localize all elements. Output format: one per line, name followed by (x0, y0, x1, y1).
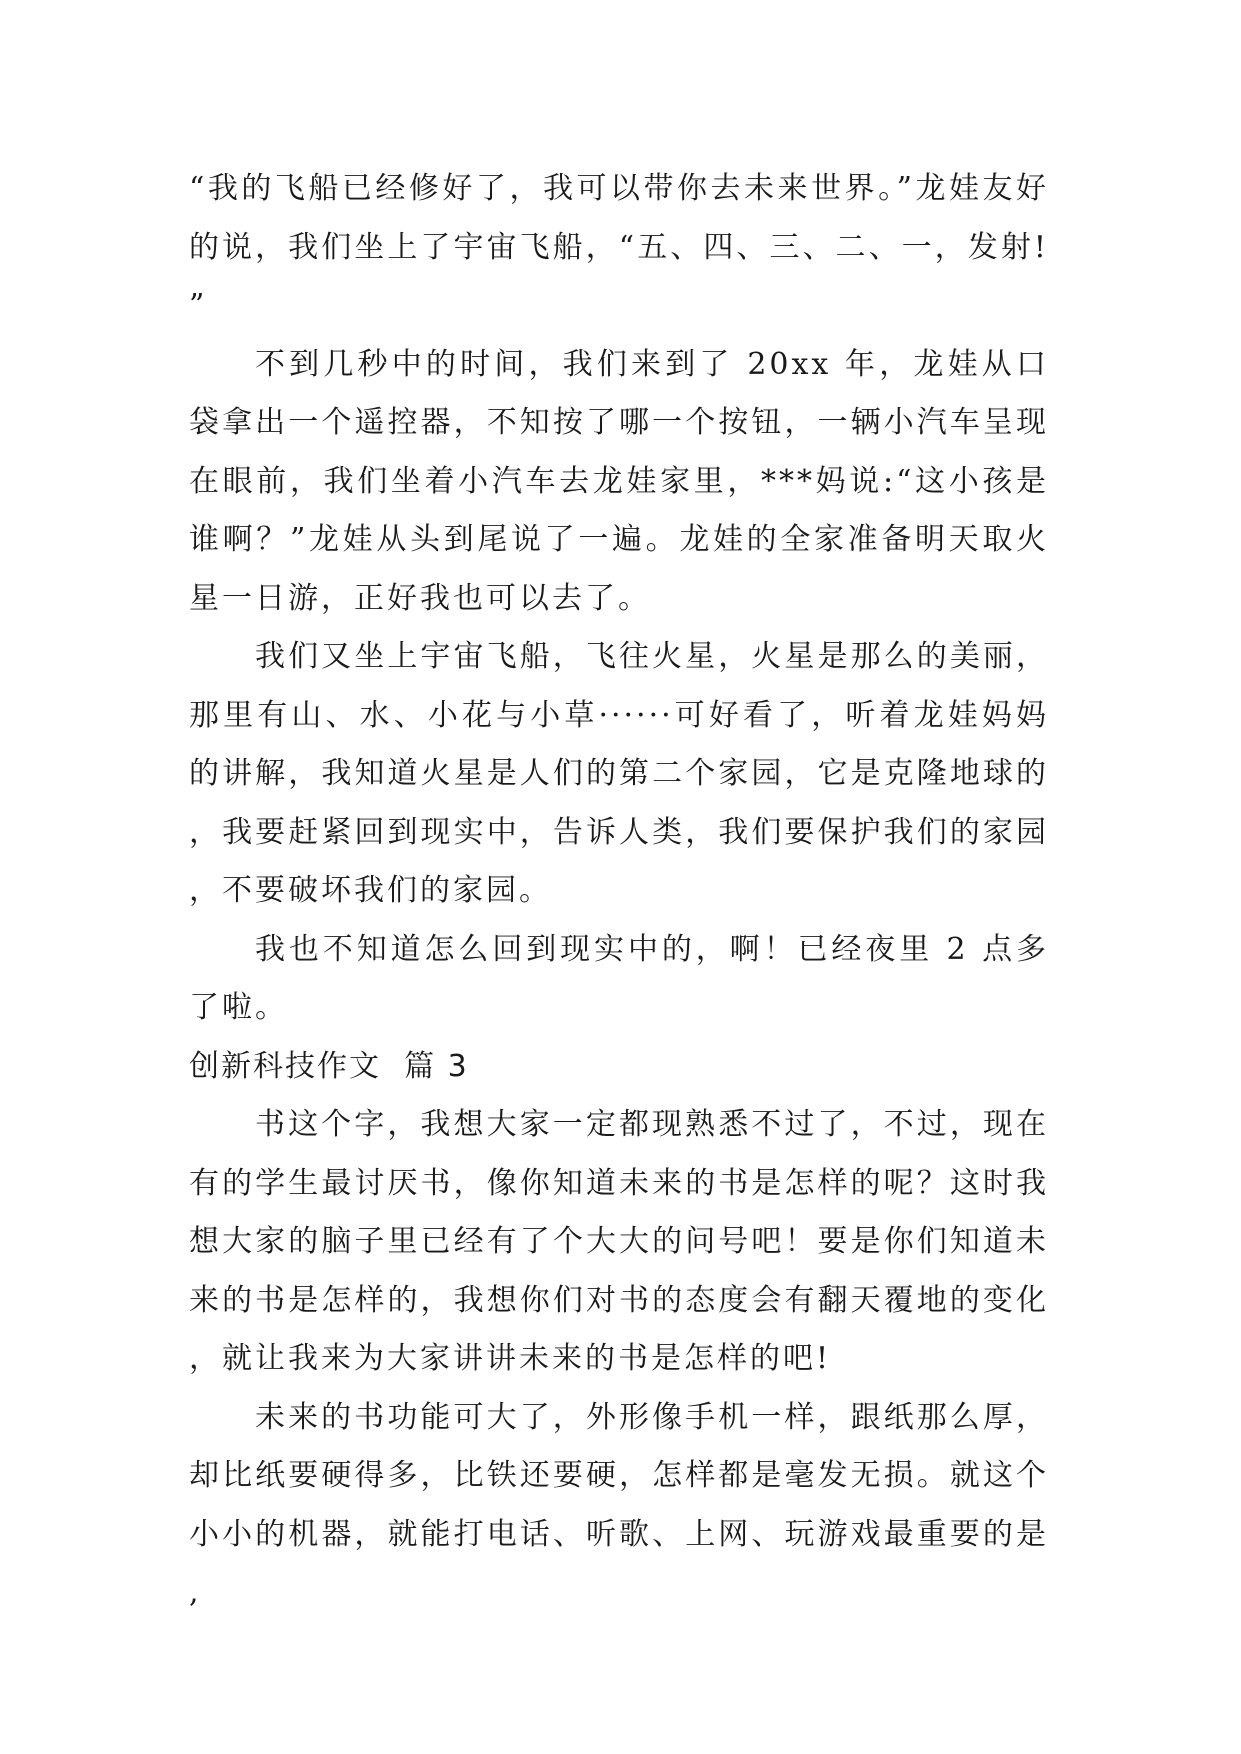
paragraph: 不到几秒中的时间，我们来到了 20xx 年，龙娃从口袋拿出一个遥控器，不知按了哪一个按钮，一辆小汽车呈现在眼前，我们坐着小汽车去龙娃家里，***妈说:“这小孩是谁啊？”龙娃从头到尾说了一遍。龙娃的全家准备明天取火星一日游，正好我也可以去了。 (189, 346, 1049, 616)
paragraph: 书这个字，我想大家一定都现熟悉不过了，不过，现在有的学生最讨厌书，像你知道未来的书是怎样的呢？这时我想大家的脑子里已经有了个大大的问号吧！要是你们知道未来的书是怎样的，我想你们对书的态度会有翻天覆地的变化，就让我来为大家讲讲未来的书是怎样的吧! (189, 1107, 1049, 1376)
document-body (189, 160, 1049, 1623)
section-heading: 创新科技作文 篇 3 (189, 1048, 469, 1084)
paragraph: 我们又坐上宇宙飞船，飞往火星，火星是那么的美丽，那里有山、水、小花与小草······可好看了，听着龙娃妈妈的讲解，我知道火星是人们的第二个家园，它是克隆地球的，我要赶紧回到现实中，告诉人类，我们要保护我们的家园，不要破坏我们的家园。 (189, 639, 1049, 908)
paragraph: “我的飞船已经修好了，我可以带你去未来世界。”龙娃友好的说，我们坐上了宇宙飞船，“五、四、三、二、一，发射!” (189, 171, 1049, 323)
paragraph: 我也不知道怎么回到现实中的，啊！已经夜里 2 点多了啦。 (189, 931, 1049, 1025)
paragraph: 未来的书功能可大了，外形像手机一样，跟纸那么厚，却比纸要硬得多，比铁还要硬，怎样都是毫发无损。就这个小小的机器，就能打电话、听歌、上网、玩游戏最重要的是, (189, 1399, 1049, 1610)
